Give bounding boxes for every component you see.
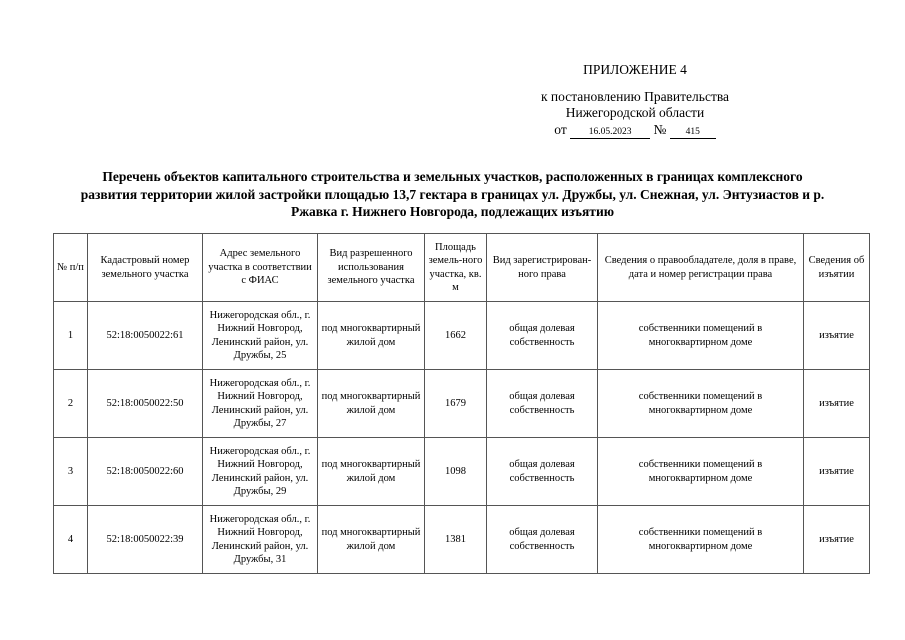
appendix-date-line bbox=[530, 122, 740, 139]
appendix-line-2: Нижегородской области bbox=[565, 105, 705, 120]
document-title: Перечень объектов капитального строительства и земельных участков, расположенных в границах комплексного развития территории жилой застройки площадью 13,7 гектара в границах ул. Дружбы, ул. Снежная, ул. Энтузиастов и р. Ржавка г. Нижнего Новгорода, подлежащих изъятию bbox=[80, 169, 825, 219]
area: 1662 bbox=[425, 302, 487, 370]
appendix-line-1: к постановлению Правительства bbox=[540, 88, 730, 104]
row-number: 3 bbox=[54, 438, 88, 506]
permitted-use: под многоквартирный жилой дом bbox=[318, 370, 425, 438]
header-cell: Кадастровый номер земельного участка bbox=[88, 234, 203, 302]
owner-info: собственники помещений в многоквартирном доме bbox=[598, 438, 804, 506]
date-prefix: от bbox=[554, 121, 567, 137]
row-number: 4 bbox=[54, 506, 88, 574]
area: 1098 bbox=[425, 438, 487, 506]
row-number: 2 bbox=[54, 370, 88, 438]
seizure-info: изъятие bbox=[804, 506, 870, 574]
header-cell: Вид зарегистрирован-ного права bbox=[487, 234, 598, 302]
header-cell: Площадь земель-ного участка, кв. м bbox=[425, 234, 487, 302]
cadastral-number: 52:18:0050022:39 bbox=[88, 506, 203, 574]
appendix-title: ПРИЛОЖЕНИЕ 4 bbox=[583, 62, 687, 77]
number-prefix: № bbox=[653, 121, 667, 137]
header-cell: Вид разрешенного использования земельного участка bbox=[318, 234, 425, 302]
cadastral-number: 52:18:0050022:50 bbox=[88, 370, 203, 438]
right-type: общая долевая собственность bbox=[487, 438, 598, 506]
permitted-use: под многоквартирный жилой дом bbox=[318, 302, 425, 370]
seizure-info: изъятие bbox=[804, 302, 870, 370]
cadastral-number: 52:18:0050022:60 bbox=[88, 438, 203, 506]
address: Нижегородская обл., г. Нижний Новгород, Ленинский район, ул. Дружбы, 29 bbox=[203, 438, 318, 506]
address: Нижегородская обл., г. Нижний Новгород, Ленинский район, ул. Дружбы, 25 bbox=[203, 302, 318, 370]
area: 1381 bbox=[425, 506, 487, 574]
right-type: общая долевая собственность bbox=[487, 370, 598, 438]
row-number: 1 bbox=[54, 302, 88, 370]
seizure-info: изъятие bbox=[804, 438, 870, 506]
header-cell: № п/п bbox=[54, 234, 88, 302]
header-cell: Сведения о правообладателе, доля в праве, дата и номер регистрации права bbox=[598, 234, 804, 302]
seizure-info: изъятие bbox=[804, 370, 870, 438]
table-row bbox=[54, 302, 870, 370]
table-row bbox=[54, 506, 870, 574]
address: Нижегородская обл., г. Нижний Новгород, Ленинский район, ул. Дружбы, 27 bbox=[203, 370, 318, 438]
header-cell: Адрес земельного участка в соответствии с ФИАС bbox=[203, 234, 318, 302]
area: 1679 bbox=[425, 370, 487, 438]
address: Нижегородская обл., г. Нижний Новгород, Ленинский район, ул. Дружбы, 31 bbox=[203, 506, 318, 574]
table-header-row bbox=[54, 234, 870, 302]
appendix-date: 16.05.2023 bbox=[570, 126, 650, 139]
owner-info: собственники помещений в многоквартирном доме bbox=[598, 302, 804, 370]
owner-info: собственники помещений в многоквартирном доме bbox=[598, 506, 804, 574]
objects-table bbox=[53, 233, 870, 574]
appendix-number: 415 bbox=[670, 126, 716, 139]
right-type: общая долевая собственность bbox=[487, 506, 598, 574]
right-type: общая долевая собственность bbox=[487, 302, 598, 370]
permitted-use: под многоквартирный жилой дом bbox=[318, 506, 425, 574]
table-row bbox=[54, 370, 870, 438]
cadastral-number: 52:18:0050022:61 bbox=[88, 302, 203, 370]
table-row bbox=[54, 438, 870, 506]
owner-info: собственники помещений в многоквартирном доме bbox=[598, 370, 804, 438]
appendix-block bbox=[530, 62, 740, 139]
header-cell: Сведения об изъятии bbox=[804, 234, 870, 302]
permitted-use: под многоквартирный жилой дом bbox=[318, 438, 425, 506]
